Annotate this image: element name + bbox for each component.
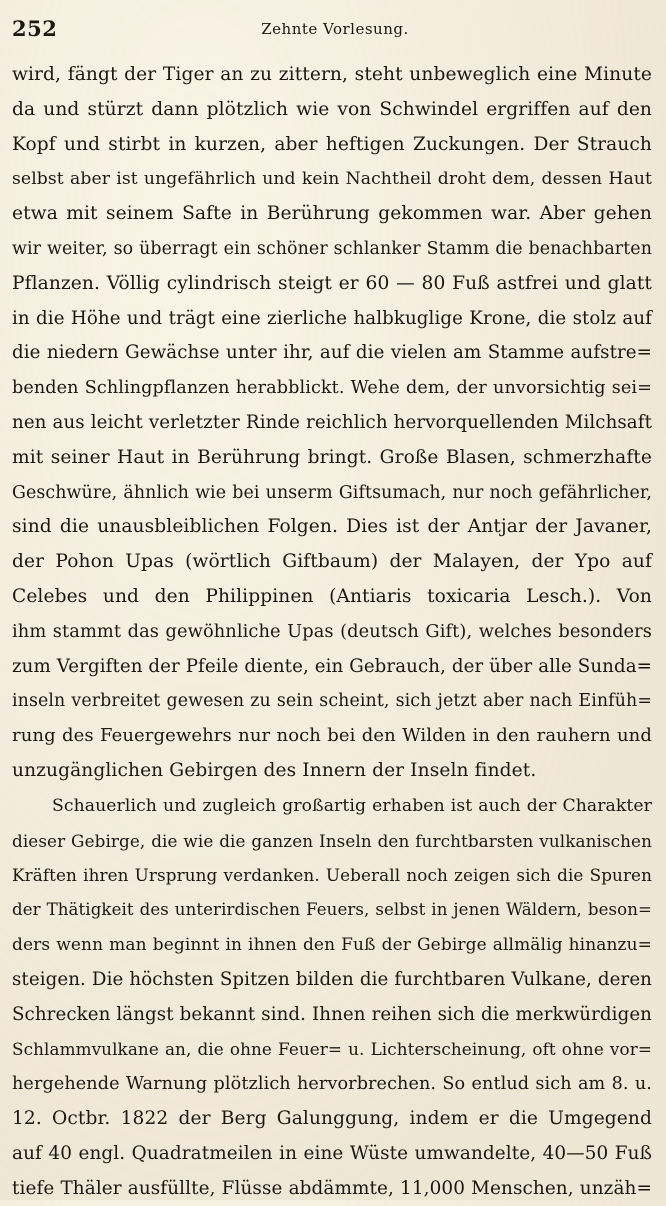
text-line: sind die unausbleiblichen Folgen. Dies ist der Antjar der Javaner,	[12, 510, 652, 545]
text-line: zum Vergiften der Pfeile diente, ein Gebrauch, der über alle Sunda=	[12, 650, 652, 685]
text-line: dieser Gebirge, die wie die ganzen Inseln den furchtbarsten vulkanischen	[12, 824, 652, 859]
text-line: ihm stammt das gewöhnliche Upas (deutsch Gift), welches besonders	[12, 615, 652, 650]
text-line: tiefe Thäler ausfüllte, Flüsse abdämmte, 11,000 Menschen, unzäh=	[12, 1172, 652, 1206]
page-header	[12, 0, 658, 60]
paragraph-2	[12, 789, 652, 1206]
text-line: der Pohon Upas (wörtlich Giftbaum) der Malayen, der Ypo auf	[12, 545, 652, 580]
text-line: hergehende Warnung plötzlich hervorbrechen. So entlud sich am 8. u.	[12, 1067, 652, 1102]
text-line: Schrecken längst bekannt sind. Ihnen reihen sich die merkwürdigen	[12, 998, 652, 1033]
running-head: Zehnte Vorlesung.	[12, 20, 658, 38]
text-line: in die Höhe und trägt eine zierliche halbkuglige Krone, die stolz auf	[12, 302, 652, 337]
text-line: wird, fängt der Tiger an zu zittern, steht unbeweglich eine Minute	[12, 58, 652, 93]
page-number: 252	[12, 16, 57, 41]
text-line: Pflanzen. Völlig cylindrisch steigt er 60 — 80 Fuß astfrei und glatt	[12, 267, 652, 302]
text-line: 12. Octbr. 1822 der Berg Galunggung, indem er die Umgegend	[12, 1102, 652, 1137]
paragraph-1	[12, 58, 652, 789]
text-line: benden Schlingpflanzen herabblickt. Wehe dem, der unvorsichtig sei=	[12, 371, 652, 406]
text-line: die niedern Gewächse unter ihr, auf die vielen am Stamme aufstre=	[12, 336, 652, 371]
text-line: Celebes und den Philippinen (Antiaris toxicaria Lesch.). Von	[12, 580, 652, 615]
text-line: Schlammvulkane an, die ohne Feuer= u. Lichterscheinung, oft ohne vor=	[12, 1032, 652, 1067]
text-line: auf 40 engl. Quadratmeilen in eine Wüste umwandelte, 40—50 Fuß	[12, 1137, 652, 1172]
text-line: etwa mit seinem Safte in Berührung gekommen war. Aber gehen	[12, 197, 652, 232]
text-line: nen aus leicht verletzter Rinde reichlich hervorquellenden Milchsaft	[12, 406, 652, 441]
text-line: rung des Feuergewehrs nur noch bei den Wilden in den rauhern und	[12, 719, 652, 754]
text-line: da und stürzt dann plötzlich wie von Schwindel ergriffen auf den	[12, 93, 652, 128]
text-line: wir weiter, so überragt ein schöner schlanker Stamm die benachbarten	[12, 232, 652, 267]
text-line: der Thätigkeit des unterirdischen Feuers, selbst in jenen Wäldern, beson=	[12, 893, 652, 928]
text-line: Geschwüre, ähnlich wie bei unserm Giftsumach, nur noch gefährlicher,	[12, 476, 652, 511]
text-line: mit seiner Haut in Berührung bringt. Große Blasen, schmerzhafte	[12, 441, 652, 476]
text-line: inseln verbreitet gewesen zu sein scheint, sich jetzt aber nach Einfüh=	[12, 684, 652, 719]
text-line: steigen. Die höchsten Spitzen bilden die furchtbaren Vulkane, deren	[12, 963, 652, 998]
text-line: Kopf und stirbt in kurzen, aber heftigen Zuckungen. Der Strauch	[12, 128, 652, 163]
text-line: unzugänglichen Gebirgen des Innern der Inseln findet.	[12, 754, 652, 789]
text-line: Kräften ihren Ursprung verdanken. Ueberall noch zeigen sich die Spuren	[12, 858, 652, 893]
body-text	[12, 58, 652, 1206]
text-line: Schauerlich und zugleich großartig erhaben ist auch der Charakter	[12, 789, 652, 824]
text-line: selbst aber ist ungefährlich und kein Nachtheil droht dem, dessen Haut	[12, 162, 652, 197]
text-line: ders wenn man beginnt in ihnen den Fuß der Gebirge allmälig hinanzu=	[12, 928, 652, 963]
